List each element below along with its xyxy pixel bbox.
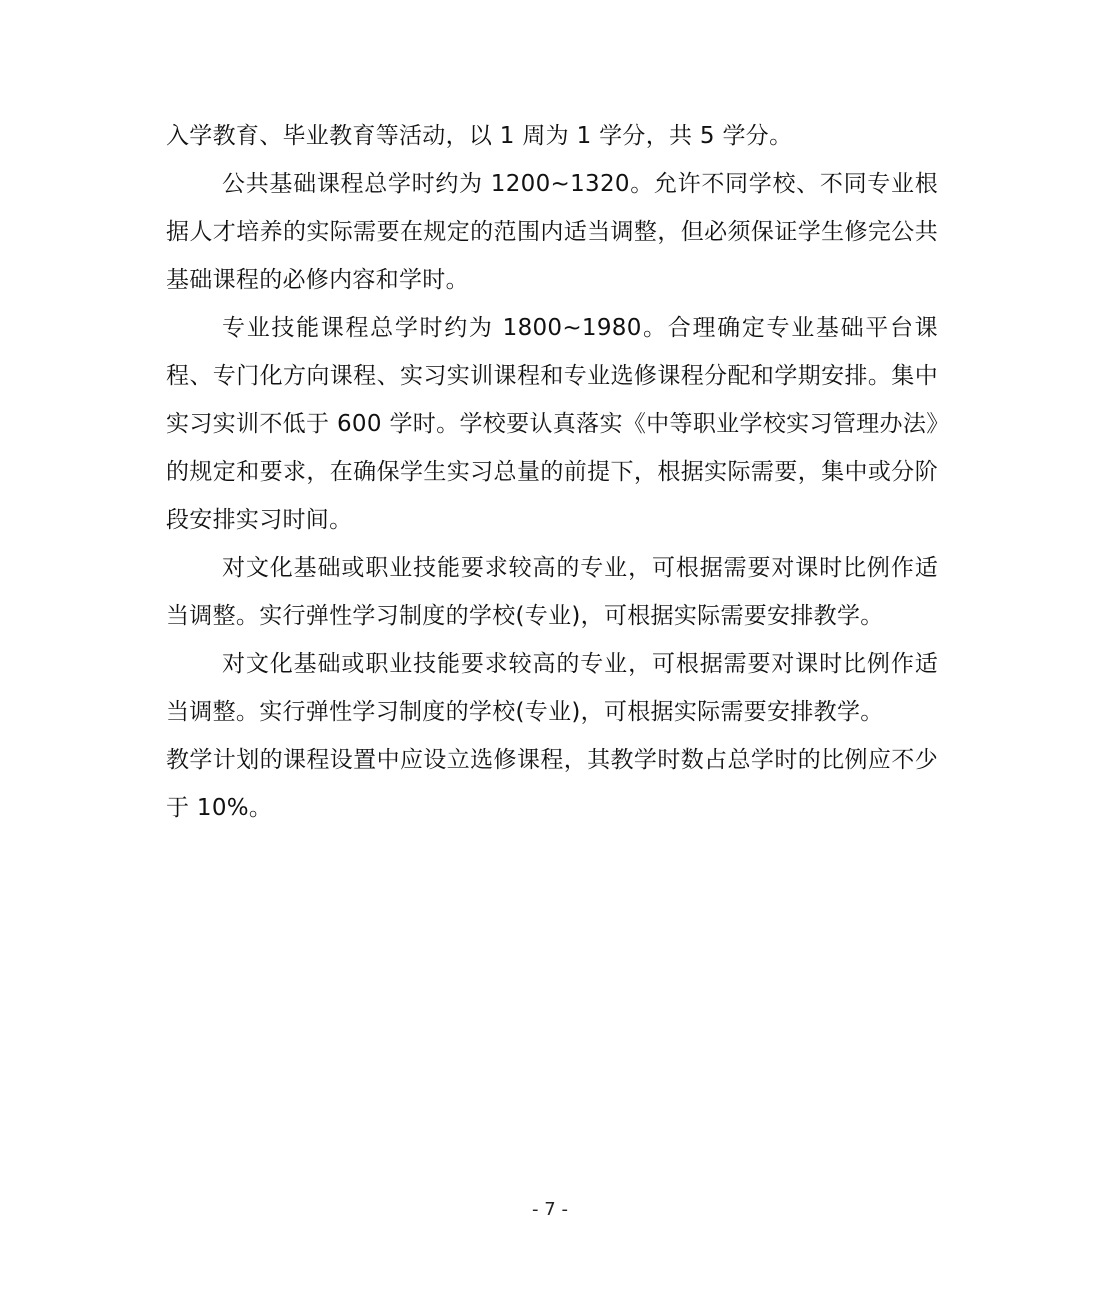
page-number: - 7 - [532,1199,568,1220]
paragraph-3: 专业技能课程总学时约为 1800~1980。合理确定专业基础平台课程、专门化方向课程、实习实训课程和专业选修课程分配和学期安排。集中实习实训不低于 600 学时。学校要认真落实《中等职业学校实习管理办法》的规定和要求，在确保学生实习总量的前提下，根据实际需要，集中或分阶段安排实习时间。 [166,315,938,533]
paragraph-2: 公共基础课程总学时约为 1200~1320。允许不同学校、不同专业根据人才培养的实际需要在规定的范围内适当调整，但必须保证学生修完公共基础课程的必修内容和学时。 [166,171,938,293]
paragraph-5: 对文化基础或职业技能要求较高的专业，可根据需要对课时比例作适当调整。实行弹性学习制度的学校(专业)，可根据实际需要安排教学。 [166,651,938,725]
paragraph-1: 入学教育、毕业教育等活动，以 1 周为 1 学分，共 5 学分。 [166,123,793,149]
paragraph-6: 教学计划的课程设置中应设立选修课程，其教学时数占总学时的比例应不少于 10%。 [166,747,938,821]
body-text [166,112,938,832]
paragraph-4: 对文化基础或职业技能要求较高的专业，可根据需要对课时比例作适当调整。实行弹性学习制度的学校(专业)，可根据实际需要安排教学。 [166,555,938,629]
